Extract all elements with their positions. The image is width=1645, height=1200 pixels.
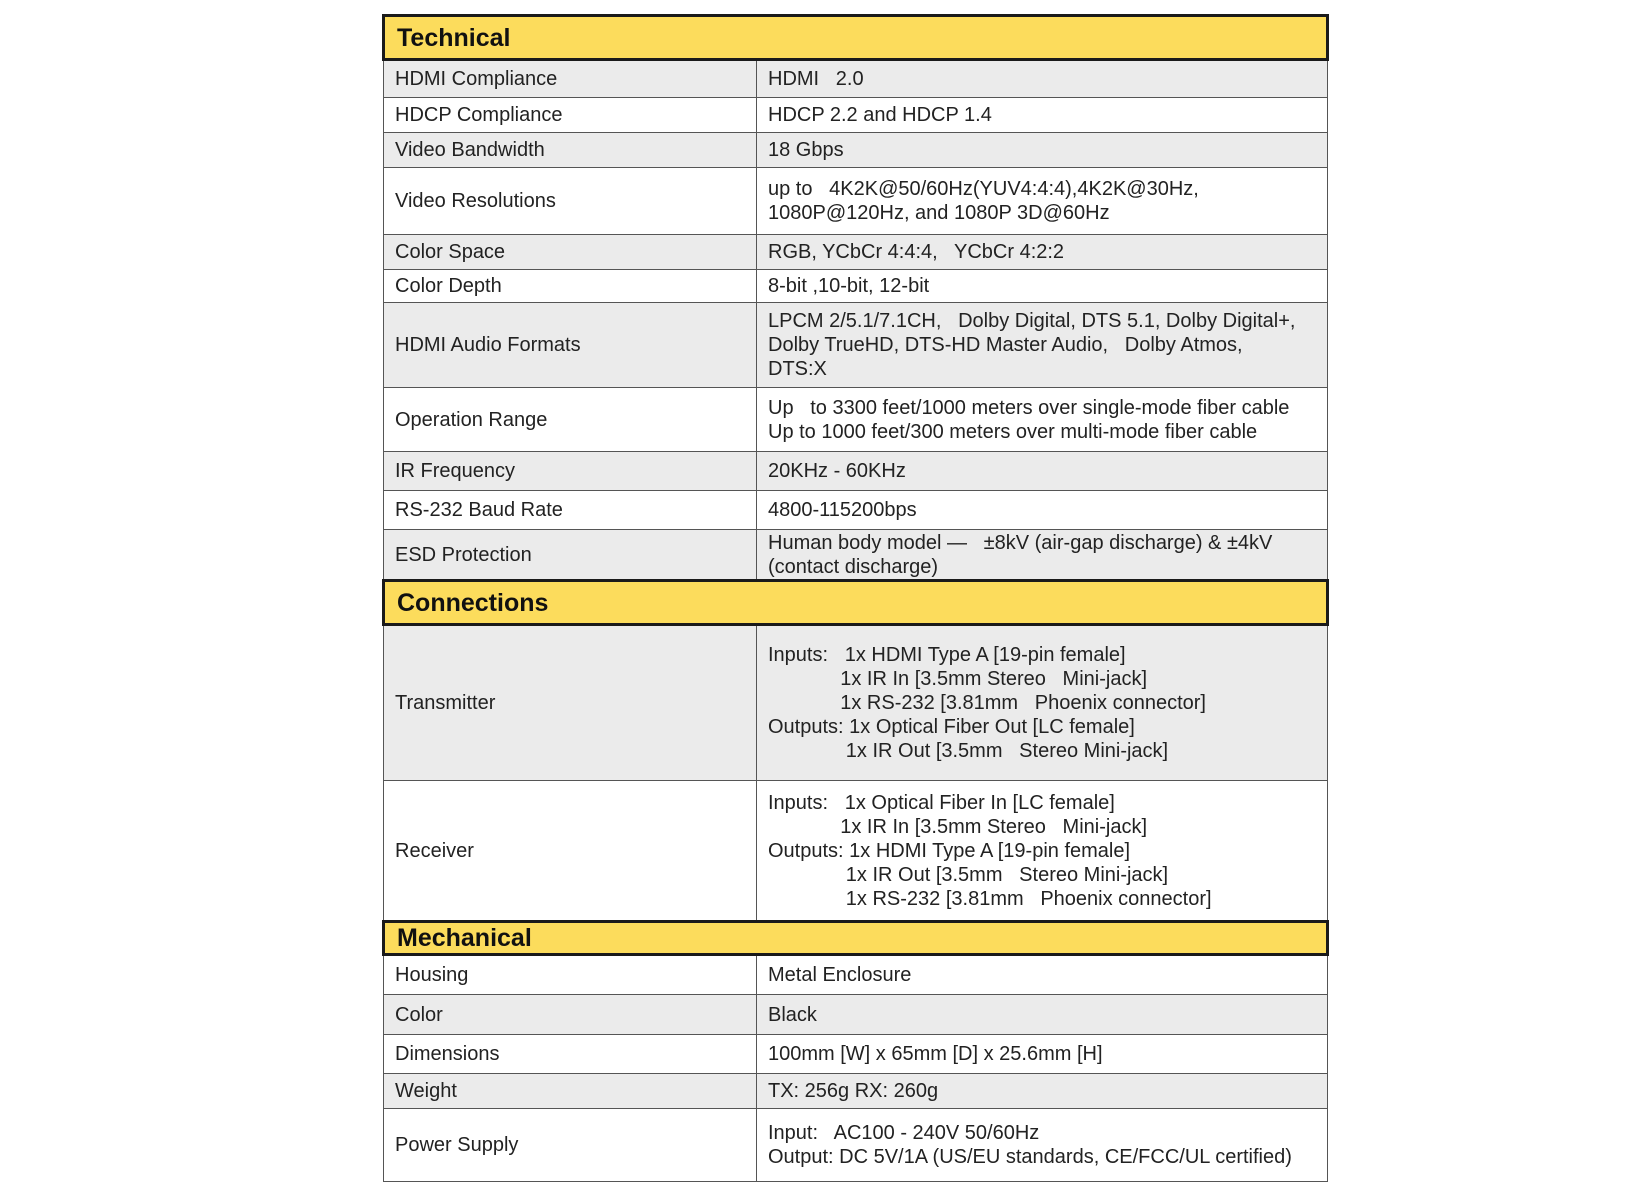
spec-value: HDCP 2.2 and HDCP 1.4: [757, 98, 1328, 133]
value-line: 1x IR Out [3.5mm Stereo Mini-jack]: [768, 740, 1169, 762]
spec-row-ir-frequency: [384, 452, 1328, 491]
spec-row-color-space: [384, 235, 1328, 270]
spec-row-video-resolutions: [384, 168, 1328, 235]
section-title: Mechanical: [384, 922, 1328, 955]
spec-value: [757, 530, 1328, 581]
value-line: 1080P@120Hz, and 1080P 3D@60Hz: [768, 202, 1110, 224]
spec-label: Receiver: [384, 781, 757, 922]
spec-label: Weight: [384, 1074, 757, 1109]
spec-label: RS-232 Baud Rate: [384, 491, 757, 530]
spec-value: Black: [757, 995, 1328, 1035]
spec-row-dimensions: [384, 1035, 1328, 1074]
spec-value: [757, 388, 1328, 452]
spec-value: [757, 168, 1328, 235]
spec-value: 100mm [W] x 65mm [D] x 25.6mm [H]: [757, 1035, 1328, 1074]
spec-label: Color Depth: [384, 270, 757, 303]
spec-label: Color: [384, 995, 757, 1035]
value-line: (contact discharge): [768, 555, 939, 578]
spec-label: Transmitter: [384, 625, 757, 781]
value-line: DTS:X: [768, 358, 827, 380]
value-line: Human body model — ±8kV (air-gap discharge) & ±4kV: [768, 531, 1273, 554]
spec-row-receiver: [384, 781, 1328, 922]
spec-row-hdmi-audio-formats: [384, 303, 1328, 388]
spec-row-operation-range: [384, 388, 1328, 452]
spec-value: [757, 1109, 1328, 1182]
spec-label: ESD Protection: [384, 530, 757, 581]
spec-row-color: [384, 995, 1328, 1035]
spec-row-rs232-baud-rate: [384, 491, 1328, 530]
value-line: 1x IR In [3.5mm Stereo Mini-jack]: [768, 668, 1147, 690]
section-header-technical: [384, 16, 1328, 60]
spec-label: Operation Range: [384, 388, 757, 452]
spec-label: HDMI Audio Formats: [384, 303, 757, 388]
value-line: Inputs: 1x Optical Fiber In [LC female]: [768, 791, 1115, 814]
spec-value: RGB, YCbCr 4:4:4, YCbCr 4:2:2: [757, 235, 1328, 270]
section-header-connections: [384, 581, 1328, 625]
value-line: 1x IR In [3.5mm Stereo Mini-jack]: [768, 815, 1147, 838]
section-title: Technical: [384, 16, 1328, 60]
spec-label: HDMI Compliance: [384, 60, 757, 98]
spec-row-transmitter: [384, 625, 1328, 781]
spec-label: Housing: [384, 955, 757, 995]
value-line: Input: AC100 - 240V 50/60Hz: [768, 1122, 1040, 1144]
value-line: Up to 1000 feet/300 meters over multi-mode fiber cable: [768, 420, 1258, 443]
spec-table: [382, 14, 1329, 1182]
spec-value: [757, 781, 1328, 922]
spec-value: 20KHz - 60KHz: [757, 452, 1328, 491]
spec-value: HDMI 2.0: [757, 60, 1328, 98]
value-line: Output: DC 5V/1A (US/EU standards, CE/FCC/UL certified): [768, 1146, 1292, 1168]
spec-row-video-bandwidth: [384, 133, 1328, 168]
value-line: Dolby TrueHD, DTS-HD Master Audio, Dolby Atmos,: [768, 334, 1243, 356]
spec-label: Power Supply: [384, 1109, 757, 1182]
spec-label: HDCP Compliance: [384, 98, 757, 133]
value-line: Inputs: 1x HDMI Type A [19-pin female]: [768, 644, 1126, 666]
spec-value: TX: 256g RX: 260g: [757, 1074, 1328, 1109]
spec-row-esd-protection: [384, 530, 1328, 581]
spec-row-weight: [384, 1074, 1328, 1109]
value-line: 1x IR Out [3.5mm Stereo Mini-jack]: [768, 863, 1169, 886]
spec-label: IR Frequency: [384, 452, 757, 491]
section-title: Connections: [384, 581, 1328, 625]
spec-label: Dimensions: [384, 1035, 757, 1074]
value-line: up to 4K2K@50/60Hz(YUV4:4:4),4K2K@30Hz,: [768, 178, 1199, 200]
spec-row-hdcp-compliance: [384, 98, 1328, 133]
spec-value: 18 Gbps: [757, 133, 1328, 168]
spec-row-housing: [384, 955, 1328, 995]
spec-row-power-supply: [384, 1109, 1328, 1182]
spec-value: 4800-115200bps: [757, 491, 1328, 530]
value-line: Outputs: 1x Optical Fiber Out [LC female]: [768, 716, 1135, 738]
spec-row-color-depth: [384, 270, 1328, 303]
spec-label: Video Bandwidth: [384, 133, 757, 168]
spec-value: [757, 625, 1328, 781]
value-line: 1x RS-232 [3.81mm Phoenix connector]: [768, 692, 1206, 714]
spec-row-hdmi-compliance: [384, 60, 1328, 98]
spec-value: [757, 303, 1328, 388]
value-line: LPCM 2/5.1/7.1CH, Dolby Digital, DTS 5.1, Dolby Digital+,: [768, 310, 1296, 332]
value-line: 1x RS-232 [3.81mm Phoenix connector]: [768, 887, 1212, 910]
spec-label: Video Resolutions: [384, 168, 757, 235]
spec-value: Metal Enclosure: [757, 955, 1328, 995]
spec-label: Color Space: [384, 235, 757, 270]
value-line: Up to 3300 feet/1000 meters over single-mode fiber cable: [768, 396, 1290, 419]
section-header-mechanical: [384, 922, 1328, 955]
value-line: Outputs: 1x HDMI Type A [19-pin female]: [768, 839, 1131, 862]
spec-value: 8-bit ,10-bit, 12-bit: [757, 270, 1328, 303]
